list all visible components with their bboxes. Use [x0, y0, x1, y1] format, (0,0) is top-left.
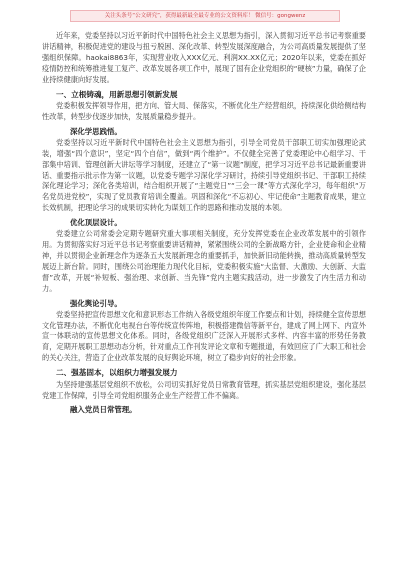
paragraph: 为坚持建强基层党组织不放松，公司切实抓好党员日常教育管理，抓实基层党组织建设，强化基层党建工作保障，引导全司党组织服务企业生产经营工作不偏离。	[42, 379, 366, 400]
paragraph: 近年来，党委坚持以习近平新时代中国特色社会主义思想为指引，深入贯彻习近平总书记考察重要讲话精神，积极促进党的建设与扭亏脱困、深化改革、转型发展深度融合，为公司高质量发展提供了坚强组织保障。haokai8863年，实现营业收入XXX亿元、利润XX.XX亿元；2020年以来，党委在抓好疫情防控和统筹推进复工复产、改革发展各项工作中，展现了国有企业党组织的“硬核”力量，确保了企业持续健康向好发展。	[42, 31, 366, 84]
subsection-heading: 强化舆论引导。	[70, 298, 122, 308]
paragraph: 党委坚持以习近平新时代中国特色社会主义思想为指引，引导全司党员干部职工切实加强理论武装，增强“四个意识”，坚定“四个自信”，做到“两个维护”。不仅健全完善了党委理论中心组学习、干部集中培训、管理创新大讲坛等学习制度，还建立了“第一议题”制度，把学习习近平总书记最新重要讲话、重要指示批示作为第一议题，以党委专题学习深化学习研讨，持续引导党组织书记、干部职工持续深化理论学习；深化各类培训，结合组织开展了“主题党日”“三会一课”等方式深化学习，每年组织“万名党员进党校”，实现了党员教育培训全覆盖。巩固和深化“不忘初心、牢记使命”主题教育成果，建立长效机制，把理论学习的成果切实转化为谋划工作的思路和推动发展的本领。	[42, 137, 366, 213]
paragraph: 党委坚持把宣传思想文化和意识形态工作纳入各级党组织年度工作要点和计划，持续健全宣传思想文化管理办法，不断优化电视台台等传统宣传阵地，积极搭建微信等新平台，建成了网上网下、内宣外宣一体联动的宣传思想文化体系。同时，各级党组织广泛深入开展形式多样、内容丰富的形势任务教育，定期开展职工思想动态分析，针对重点工作刊发评论文章和专题报道，有效回应了广大职工和社会的关心关注，营造了企业改革发展的良好舆论环境，树立了稳步向好的社会形象。	[42, 309, 366, 363]
document-body	[42, 31, 366, 416]
subsection-heading: 深化学思践悟。	[70, 126, 122, 136]
subsection-heading: 优化顶层设计。	[70, 218, 122, 228]
subsection-heading: 融入党员日常管理。	[70, 405, 137, 415]
section-heading: 二、强基固本，以组织力增强发展力	[56, 368, 178, 378]
paragraph: 党委积极发挥领导作用，把方向、管大局、保落实，不断优化生产经营组织，持续深化供给侧结构性改革，转型步伐逐步加快，发展质量稳步提升。	[42, 101, 366, 121]
section-heading: 一、立根铸魂，用新思想引领新发展	[56, 89, 178, 99]
paragraph: 党委建立公司常委会定期专题研究重大事项相关制度，充分发挥党委在企业改革发展中的引领作用。为贯彻落实好习近平总书记考察重要讲话精神，紧紧围绕公司的全新战略方针，企业使命和企业精神，并以贯彻企业新理念作为逐条五大发展新理念的重要抓手，加快新旧动能转换，推动高质量转型发展迈上新台阶。同时，围绕公司治理能力现代化目标，党委积极实施“大监督、大激励、大创新、大监督”改革，开展“补短板、强治理、求创新、当先锋”党内主题实践活动，进一步激发了内生活力和动力。	[42, 229, 366, 293]
promo-banner[interactable]: 关注头条号“公文研究”，获得最新最全最专业的公文资料库！ 微信号：gongwenz	[70, 10, 340, 22]
